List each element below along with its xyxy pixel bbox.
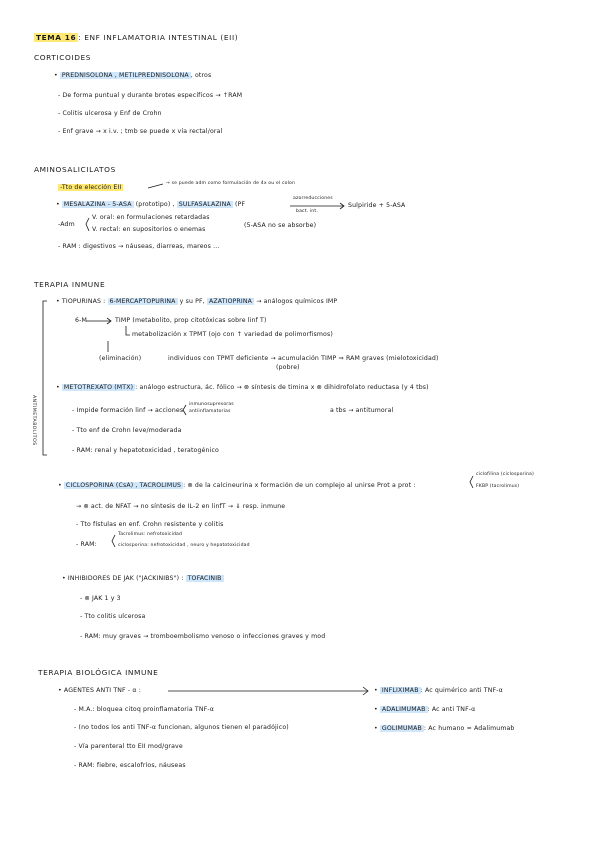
biologica-ram: - RAM: fiebre, escalofríos, náuseas (74, 762, 186, 769)
ciclosporina-line: • CICLOSPORINA (CsA) , TACROLIMUS : ⊗ de la calcineurina x formación de un complejo al unirse Prot a prot : (58, 482, 416, 489)
choice-highlight: -Tto de elección EII (60, 184, 122, 191)
inmunosupresoras-label: inmunosupresoras (189, 402, 234, 407)
tacrolimus-ram: Tacrolimus: nefrotoxicidad (118, 532, 183, 537)
azorreduccion-label: azorreducciones (293, 196, 333, 201)
corticoides-line-1: - De forma puntual y durante brotes específicos → ↑RAM (58, 92, 243, 99)
y-su-pf-label: y su PF, (179, 298, 205, 305)
fkbp-label: FKBP (tacrolimus) (476, 484, 520, 489)
tema-title: : ENF INFLAMATORIA INTESTINAL (EII) (78, 33, 239, 42)
tema-number: TEMA 16 (36, 33, 77, 42)
ciclosporina-ram: ciclosporina: nefrotoxicidad , neuro y hepatotoxicidad (118, 543, 250, 548)
jak-line-3: - RAM: muy graves → tromboembolismo venoso o infecciones graves y mod (80, 633, 326, 640)
biologica-eficaz: - (no todos los anti TNF-α funcionan, algunos tienen el paradójico) (74, 724, 289, 731)
prototipo-label: (prototipo) , (135, 201, 175, 208)
mercaptopurina-label: 6-MERCAPTOPURINA (109, 298, 176, 305)
adalimumab-line: • ADALIMUMAB : Ac anti TNF-α (374, 706, 476, 713)
heading-aminosalicilatos: AMINOSALICILATOS (34, 165, 116, 174)
six-m-label: 6-M (75, 317, 87, 324)
biologica-parenteral: - Vía parenteral tto EII mod/grave (74, 743, 183, 750)
azatioprina-label: AZATIOPRINA (209, 298, 253, 305)
antiinflamatorias-label: antiinflamatorias (189, 409, 231, 414)
ciclofilina-brace (470, 476, 473, 488)
jak-line-2: - Tto colitis ulcerosa (80, 613, 146, 620)
adm-oral: V. oral: en formulaciones retardadas (92, 214, 210, 221)
impide-formacion: - Impide formación linf → acciones (72, 407, 184, 414)
corticoides-drugs-tail: , otros (190, 72, 212, 79)
heading-corticoides: CORTICOIDES (34, 53, 92, 62)
sulfasalazina-label: SULFASALAZINA (178, 201, 231, 208)
bact-int-label: bact. int. (296, 209, 318, 214)
ciclosporina-desc: : ⊗ de la calcineurina x formación de un complejo al unirse Prot a prot : (183, 482, 416, 489)
antimetabolitos-side-label: ANTIMETABOLITOS (31, 395, 36, 446)
metotrexato-tto: - Tto enf de Crohn leve/moderada (72, 427, 182, 434)
adm-note: (5-ASA no se absorbe) (244, 222, 317, 229)
analogos-label: → análogos químicos IMP (256, 298, 338, 305)
mtx-brace (183, 405, 186, 415)
azorreduccion-arrow (290, 203, 344, 209)
adalimumab-label: ADALIMUMAB (381, 706, 426, 713)
jak-line-1: - ⊗ JAK 1 y 3 (80, 595, 121, 602)
golimumab-desc: : Ac humano ≈ Adalimumab (423, 725, 515, 732)
pobre-label: (pobre) (276, 364, 300, 371)
metotrexato-line: • METOTREXATO (MTX) : análogo estructura, ác. fólico → ⊗ síntesis de timina x ⊗ dihidrofolato reductasa (y 4 tbs) (56, 384, 429, 391)
nfat-line: → ⊗ act. de NFAT → no síntesis de IL-2 en linfT → ⇓ resp. inmune (76, 503, 286, 510)
ciclosporina-ram-label: - RAM: (76, 541, 97, 548)
sulfasalazina-products: Sulpiride + 5-ASA (348, 202, 406, 209)
six-m-arrow (86, 318, 111, 324)
adalimumab-desc: : Ac anti TNF-α (427, 706, 476, 713)
timp-label: TIMP (metabolito, prop citotóxicas sobre linf T) (115, 317, 267, 324)
agentes-arrow (168, 687, 368, 695)
metabolizacion-label: metabolización x TPMT (ojo con ↑ variedad de polimorfismos) (132, 331, 333, 338)
ciclofilina-label: ciclofilina (ciclosporina) (476, 472, 534, 477)
heading-terapia-inmune: TERAPIA INMUNE (34, 280, 106, 289)
antitumoral-label: a tbs → antitumoral (330, 407, 394, 414)
metabolizacion-branch (126, 326, 130, 335)
pf-label: (PF (235, 201, 246, 208)
golimumab-label: GOLIMUMAB (381, 725, 422, 732)
infliximab-label: INFLIXIMAB (381, 687, 419, 694)
infliximab-desc: : Ac quimérico anti TNF-α (420, 687, 503, 694)
mesalazina-label: MESALAZINA - 5-ASA (63, 201, 132, 208)
golimumab-line: • GOLIMUMAB : Ac humano ≈ Adalimumab (374, 725, 515, 732)
jak-label: • INHIBIDORES DE JAK ("JACKINIBS") : (62, 575, 184, 582)
tofacinib-label: TOFACINIB (187, 575, 222, 582)
eliminacion-label: (eliminación) (99, 355, 142, 362)
tpmt-deficiente-label: individuos con TPMT deficiente → acumulación TIMP ⇒ RAM graves (mielotoxicidad) (168, 355, 439, 362)
adm-brace (86, 218, 89, 231)
ciclosporina-label: CICLOSPORINA (CsA) , TACROLIMUS (65, 482, 182, 489)
choice-note-arrow (148, 184, 163, 188)
metotrexato-desc: : análogo estructura, ác. fólico → ⊗ síntesis de timina x ⊗ dihidrofolato reductasa (y 4 tbs) (135, 384, 429, 391)
csa-ram-brace (112, 535, 115, 547)
aminosalicilatos-drugs: • MESALAZINA - 5-ASA (prototipo) , SULFASALAZINA (PF (56, 201, 246, 208)
corticoides-drug-names: PREDNISOLONA , METILPREDNISOLONA (61, 72, 189, 79)
biologica-ma: - M.A.: bloquea citoq proinflamatoria TNF-α (74, 706, 214, 713)
antimetabolitos-bracket (43, 301, 47, 455)
adm-rectal: V. rectal: en supositorios o enemas (92, 226, 206, 233)
ciclosporina-tto: - Tto fístulas en enf. Crohn resistente y colitis (76, 521, 224, 528)
corticoides-line-3: - Enf grave → x i.v. ; tmb se puede x vía rectal/oral (58, 128, 223, 135)
corticoides-line-2: - Colitis ulcerosa y Enf de Crohn (58, 110, 162, 117)
metotrexato-ram: - RAM: renal y hepatotoxicidad , teratogénico (72, 447, 219, 454)
metotrexato-label: METOTREXATO (MTX) (63, 384, 134, 391)
agentes-anti-tnf: • AGENTES ANTI TNF - α : (58, 687, 141, 694)
aminosalicilatos-choice-note: → se puede adm como formulación de 4x ou el colon (166, 181, 296, 186)
infliximab-line: • INFLIXIMAB : Ac quimérico anti TNF-α (374, 687, 503, 694)
corticoides-drugs: • PREDNISOLONA , METILPREDNISOLONA , otros (54, 72, 212, 79)
heading-terapia-biologica: TERAPIA BIOLÓGICA INMUNE (38, 668, 159, 677)
adm-label: -Adm (58, 221, 75, 228)
aminosalicilatos-ram: - RAM : digestivos → náuseas, diarreas, mareos ... (58, 243, 220, 250)
tiopurinas-label: • TIOPURINAS : (56, 298, 106, 305)
